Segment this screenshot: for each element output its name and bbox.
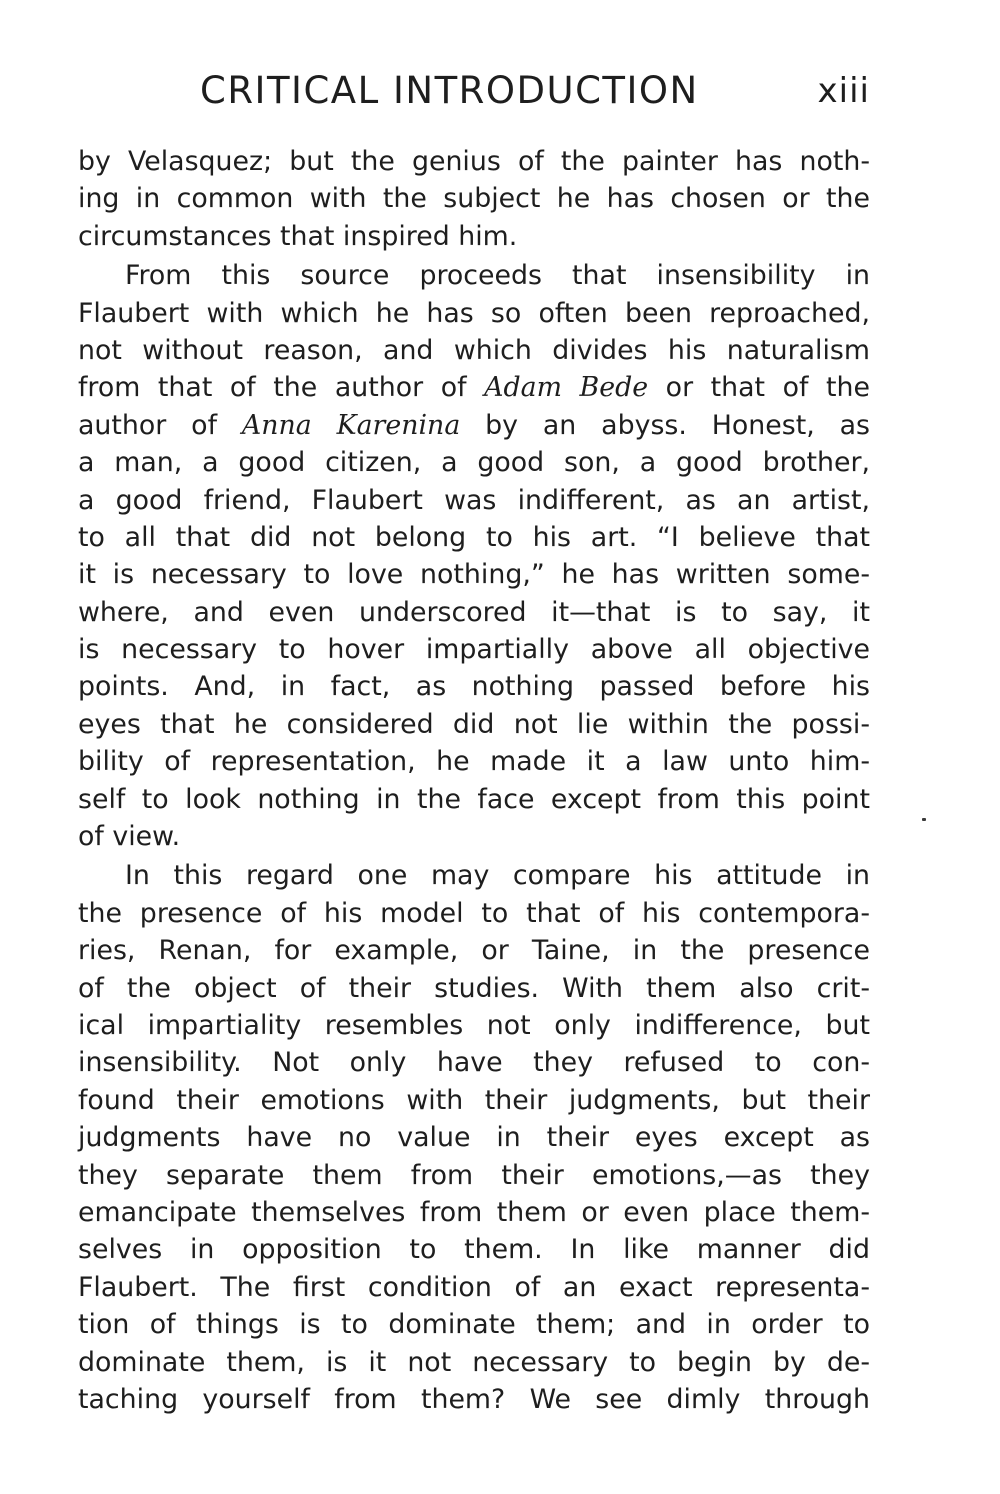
- text-line: judgments have no value in their eyes except as: [78, 1122, 870, 1154]
- body-text: [78, 143, 870, 1418]
- text-line: of view.: [78, 821, 181, 853]
- text-line: points. And, in fact, as nothing passed before his: [78, 671, 870, 703]
- text-line: from that of the author of Adam Bede or that of the: [78, 372, 870, 404]
- paragraph: [78, 857, 870, 1418]
- running-head: [78, 66, 870, 116]
- italic-title: Anna Karenina: [241, 409, 461, 441]
- text-line: bility of representation, he made it a law unto him-: [78, 746, 870, 778]
- text-line: In this regard one may compare his attitude in: [125, 860, 870, 892]
- text-line: not without reason, and which divides his naturalism: [78, 334, 870, 366]
- text-line: emancipate themselves from them or even place them-: [78, 1196, 870, 1228]
- text-line: eyes that he considered did not lie within the possi-: [78, 708, 870, 740]
- text-line: Flaubert with which he has so often been reproached,: [78, 297, 870, 329]
- text-line: ical impartiality resembles not only indifference, but: [78, 1009, 870, 1041]
- text-line: of the object of their studies. With them also crit-: [78, 972, 870, 1004]
- text-line: it is necessary to love nothing,” he has written some-: [78, 559, 870, 591]
- text-line: the presence of his model to that of his contempora-: [78, 897, 870, 929]
- text-line: ing in common with the subject he has chosen or the: [78, 183, 870, 215]
- text-line: From this source proceeds that insensibility in: [125, 260, 870, 292]
- text-line: by Velasquez; but the genius of the painter has noth-: [78, 146, 870, 177]
- text-line: ries, Renan, for example, or Taine, in the presence: [78, 935, 870, 967]
- text-line: to all that did not belong to his art. “I believe that: [78, 521, 870, 553]
- print-speck: [922, 818, 926, 821]
- text-line: found their emotions with their judgments, but their: [78, 1084, 870, 1116]
- text-line: is necessary to hover impartially above all objective: [78, 634, 870, 666]
- text-line: self to look nothing in the face except from this point: [78, 783, 870, 815]
- text-line: a good friend, Flaubert was indifferent, as an artist,: [78, 484, 870, 516]
- text-line: circumstances that inspired him.: [78, 220, 518, 252]
- italic-title: Adam Bede: [484, 372, 649, 404]
- text-line: author of Anna Karenina by an abyss. Honest, as: [78, 409, 870, 441]
- text-line: insensibility. Not only have they refused to con-: [78, 1047, 870, 1079]
- running-head-title: CRITICAL INTRODUCTION: [200, 69, 699, 112]
- paragraph: [78, 143, 870, 255]
- text-line: dominate them, is it not necessary to begin by de-: [78, 1346, 870, 1378]
- text-line: they separate them from their emotions,—as they: [78, 1159, 870, 1191]
- text-line: where, and even underscored it—that is to say, it: [78, 596, 870, 628]
- text-line: a man, a good citizen, a good son, a good brother,: [78, 447, 870, 479]
- text-line: Flaubert. The first condition of an exact representa-: [78, 1271, 870, 1303]
- page-number: xiii: [817, 71, 870, 111]
- text-line: taching yourself from them? We see dimly through: [78, 1383, 870, 1415]
- text-line: tion of things is to dominate them; and in order to: [78, 1309, 870, 1341]
- paragraph: [78, 257, 870, 855]
- text-line: selves in opposition to them. In like manner did: [78, 1234, 870, 1266]
